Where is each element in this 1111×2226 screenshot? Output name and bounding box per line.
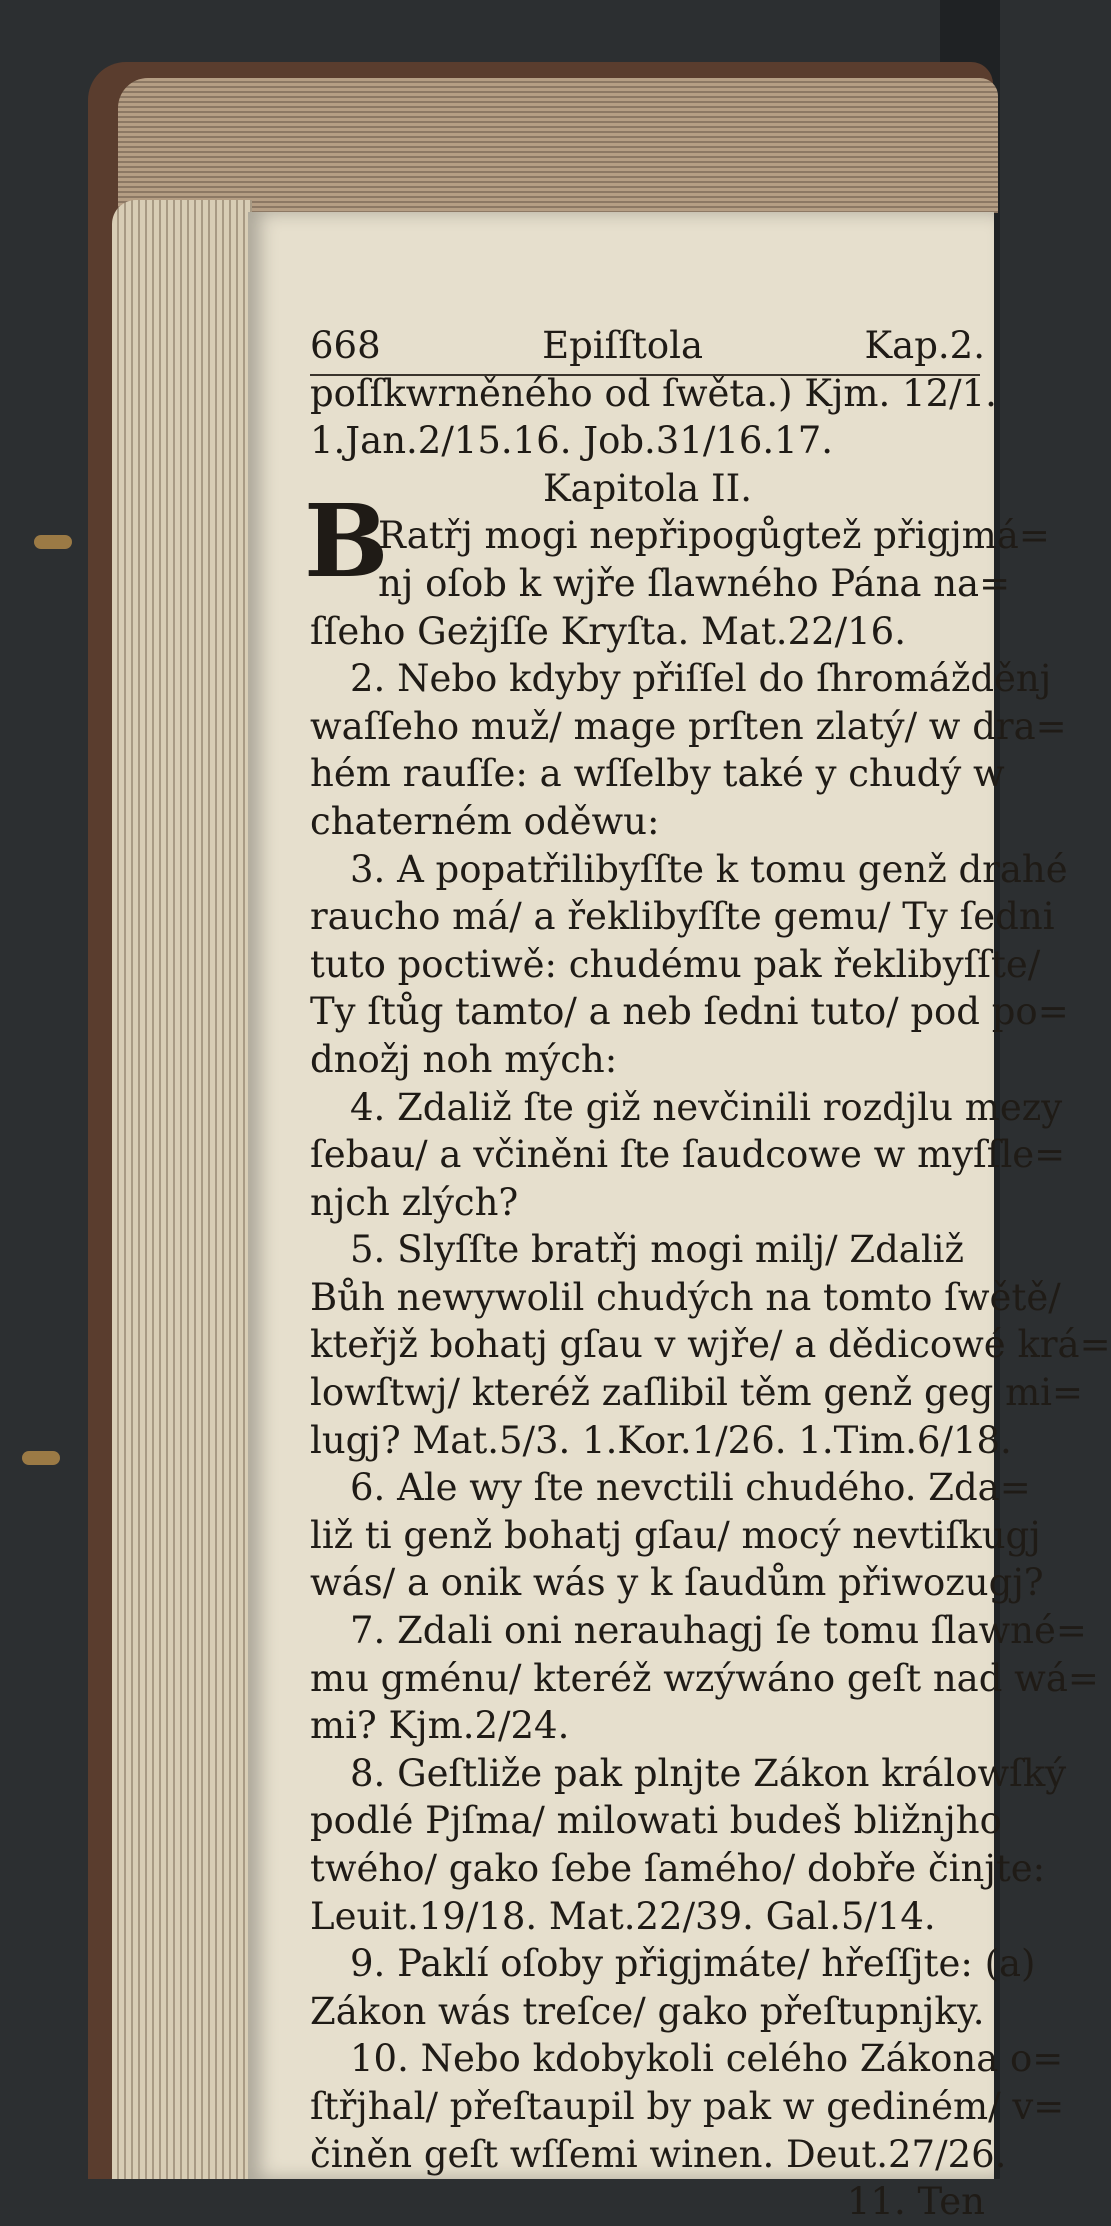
clasp-pin-top xyxy=(34,535,72,549)
text-line: wás/ a onik wás y k ſaudům přiwozugj? xyxy=(310,1561,1044,1605)
text-line: Ratřj mogi nepřipogůgtež přigjmá= xyxy=(378,514,1050,558)
text-line: ſebau/ a včiněni ſte ſaudcowe w myſſle= xyxy=(310,1133,1066,1177)
page-text xyxy=(304,322,1111,2226)
verse-start-line: 8. Geſtliže pak plnjte Zákon králowſký xyxy=(350,1751,1067,1795)
verse-start-line: 10. Nebo kdobykoli celého Zákona o= xyxy=(350,2037,1064,2081)
text-line: lowſtwj/ kteréž zaſlibil těm genž geg mi= xyxy=(310,1371,1083,1415)
page-number: 668 xyxy=(310,324,381,367)
text-line: kteřjž bohatj gſau v wjře/ a dědicowé krá= xyxy=(310,1323,1111,1367)
chapter-ref: Kap.2. xyxy=(864,324,985,367)
verse-start-line: 4. Zdaliž ſte giž nevčinili rozdjlu mezy xyxy=(350,1085,1063,1129)
text-line: Ty ſtůg tamto/ a neb ſedni tuto/ pod po= xyxy=(310,990,1069,1034)
clasp-pin-bottom xyxy=(22,1451,60,1465)
verse-start-line: 9. Paklí oſoby přigjmáte/ hřeſſjte: (a) xyxy=(350,1942,1036,1986)
text-line: liž ti genž bohatj gſau/ mocý nevtiſkugj xyxy=(310,1513,1041,1557)
verse-start-line: 5. Slyſſte bratřj mogi milj/ Zdaliž xyxy=(350,1228,964,1272)
text-line: nj oſob k wjře ſlawného Pána na= xyxy=(378,561,1011,605)
verse-start-line: 6. Ale wy ſte nevctili chudého. Zda= xyxy=(350,1466,1031,1510)
verse-start-line: 3. A popatřilibyſſte k tomu genž drahé xyxy=(350,847,1068,891)
running-header xyxy=(310,322,985,370)
text-line: tuto poctiwě: chudému pak řeklibyſſte/ xyxy=(310,942,1041,986)
catchword: 11. Ten xyxy=(846,2180,985,2224)
text-line: činěn geſt wſſemi winen. Deut.27/26. xyxy=(310,2132,1007,2176)
text-line: waſſeho muž/ mage prſten zlatý/ w dra= xyxy=(310,704,1067,748)
page-edges-left xyxy=(112,200,252,2179)
text-line: Leuit.19/18. Mat.22/39. Gal.5/14. xyxy=(310,1894,936,1938)
text-line: Bůh newywolil chudých na tomto ſwětě/ xyxy=(310,1275,1061,1319)
text-line: mu gménu/ kteréž wzýwáno geſt nad wá= xyxy=(310,1656,1099,1700)
text-line: lugj? Mat.5/3. 1.Kor.1/26. 1.Tim.6/18. xyxy=(310,1418,1012,1462)
text-line: Zákon wás treſce/ gako přeſtupnjky. xyxy=(310,1989,985,2033)
text-line: njch zlých? xyxy=(310,1180,519,1224)
text-line: 1.Jan.2/15.16. Job.31/16.17. xyxy=(310,419,834,463)
running-title: Epiſſtola xyxy=(542,324,704,367)
text-line: ſſeho Geżjſſe Kryſta. Mat.22/16. xyxy=(310,609,906,653)
text-line: hém rauſſe: a wſſelby také y chudý w xyxy=(310,752,1005,796)
verse-start-line: 7. Zdali oni nerauhagj ſe tomu ſlawné= xyxy=(350,1609,1087,1653)
text-line: ſtřjhal/ přeſtaupil by pak w gediném/ v= xyxy=(310,2084,1065,2128)
verse-start-line: 2. Nebo kdyby přiſſel do ſhromážděnj xyxy=(350,657,1052,701)
text-line: mi? Kjm.2/24. xyxy=(310,1704,570,1748)
drop-cap: B xyxy=(304,482,389,600)
text-line: podlé Pjſma/ milowati budeš bližnjho xyxy=(310,1799,1002,1843)
page-edges-top xyxy=(118,78,998,213)
chapter-heading: Kapitola II. xyxy=(542,466,752,510)
text-line: chaterném oděwu: xyxy=(310,799,660,843)
text-line: raucho má/ a řeklibyſſte gemu/ Ty ſedni xyxy=(310,895,1055,939)
text-line: poſſkwrněného od ſwěta.) Kjm. 12/1. xyxy=(310,371,997,415)
text-line: twého/ gako ſebe ſamého/ dobře činjte: xyxy=(310,1847,1046,1890)
text-line: dnožj noh mých: xyxy=(310,1037,618,1081)
